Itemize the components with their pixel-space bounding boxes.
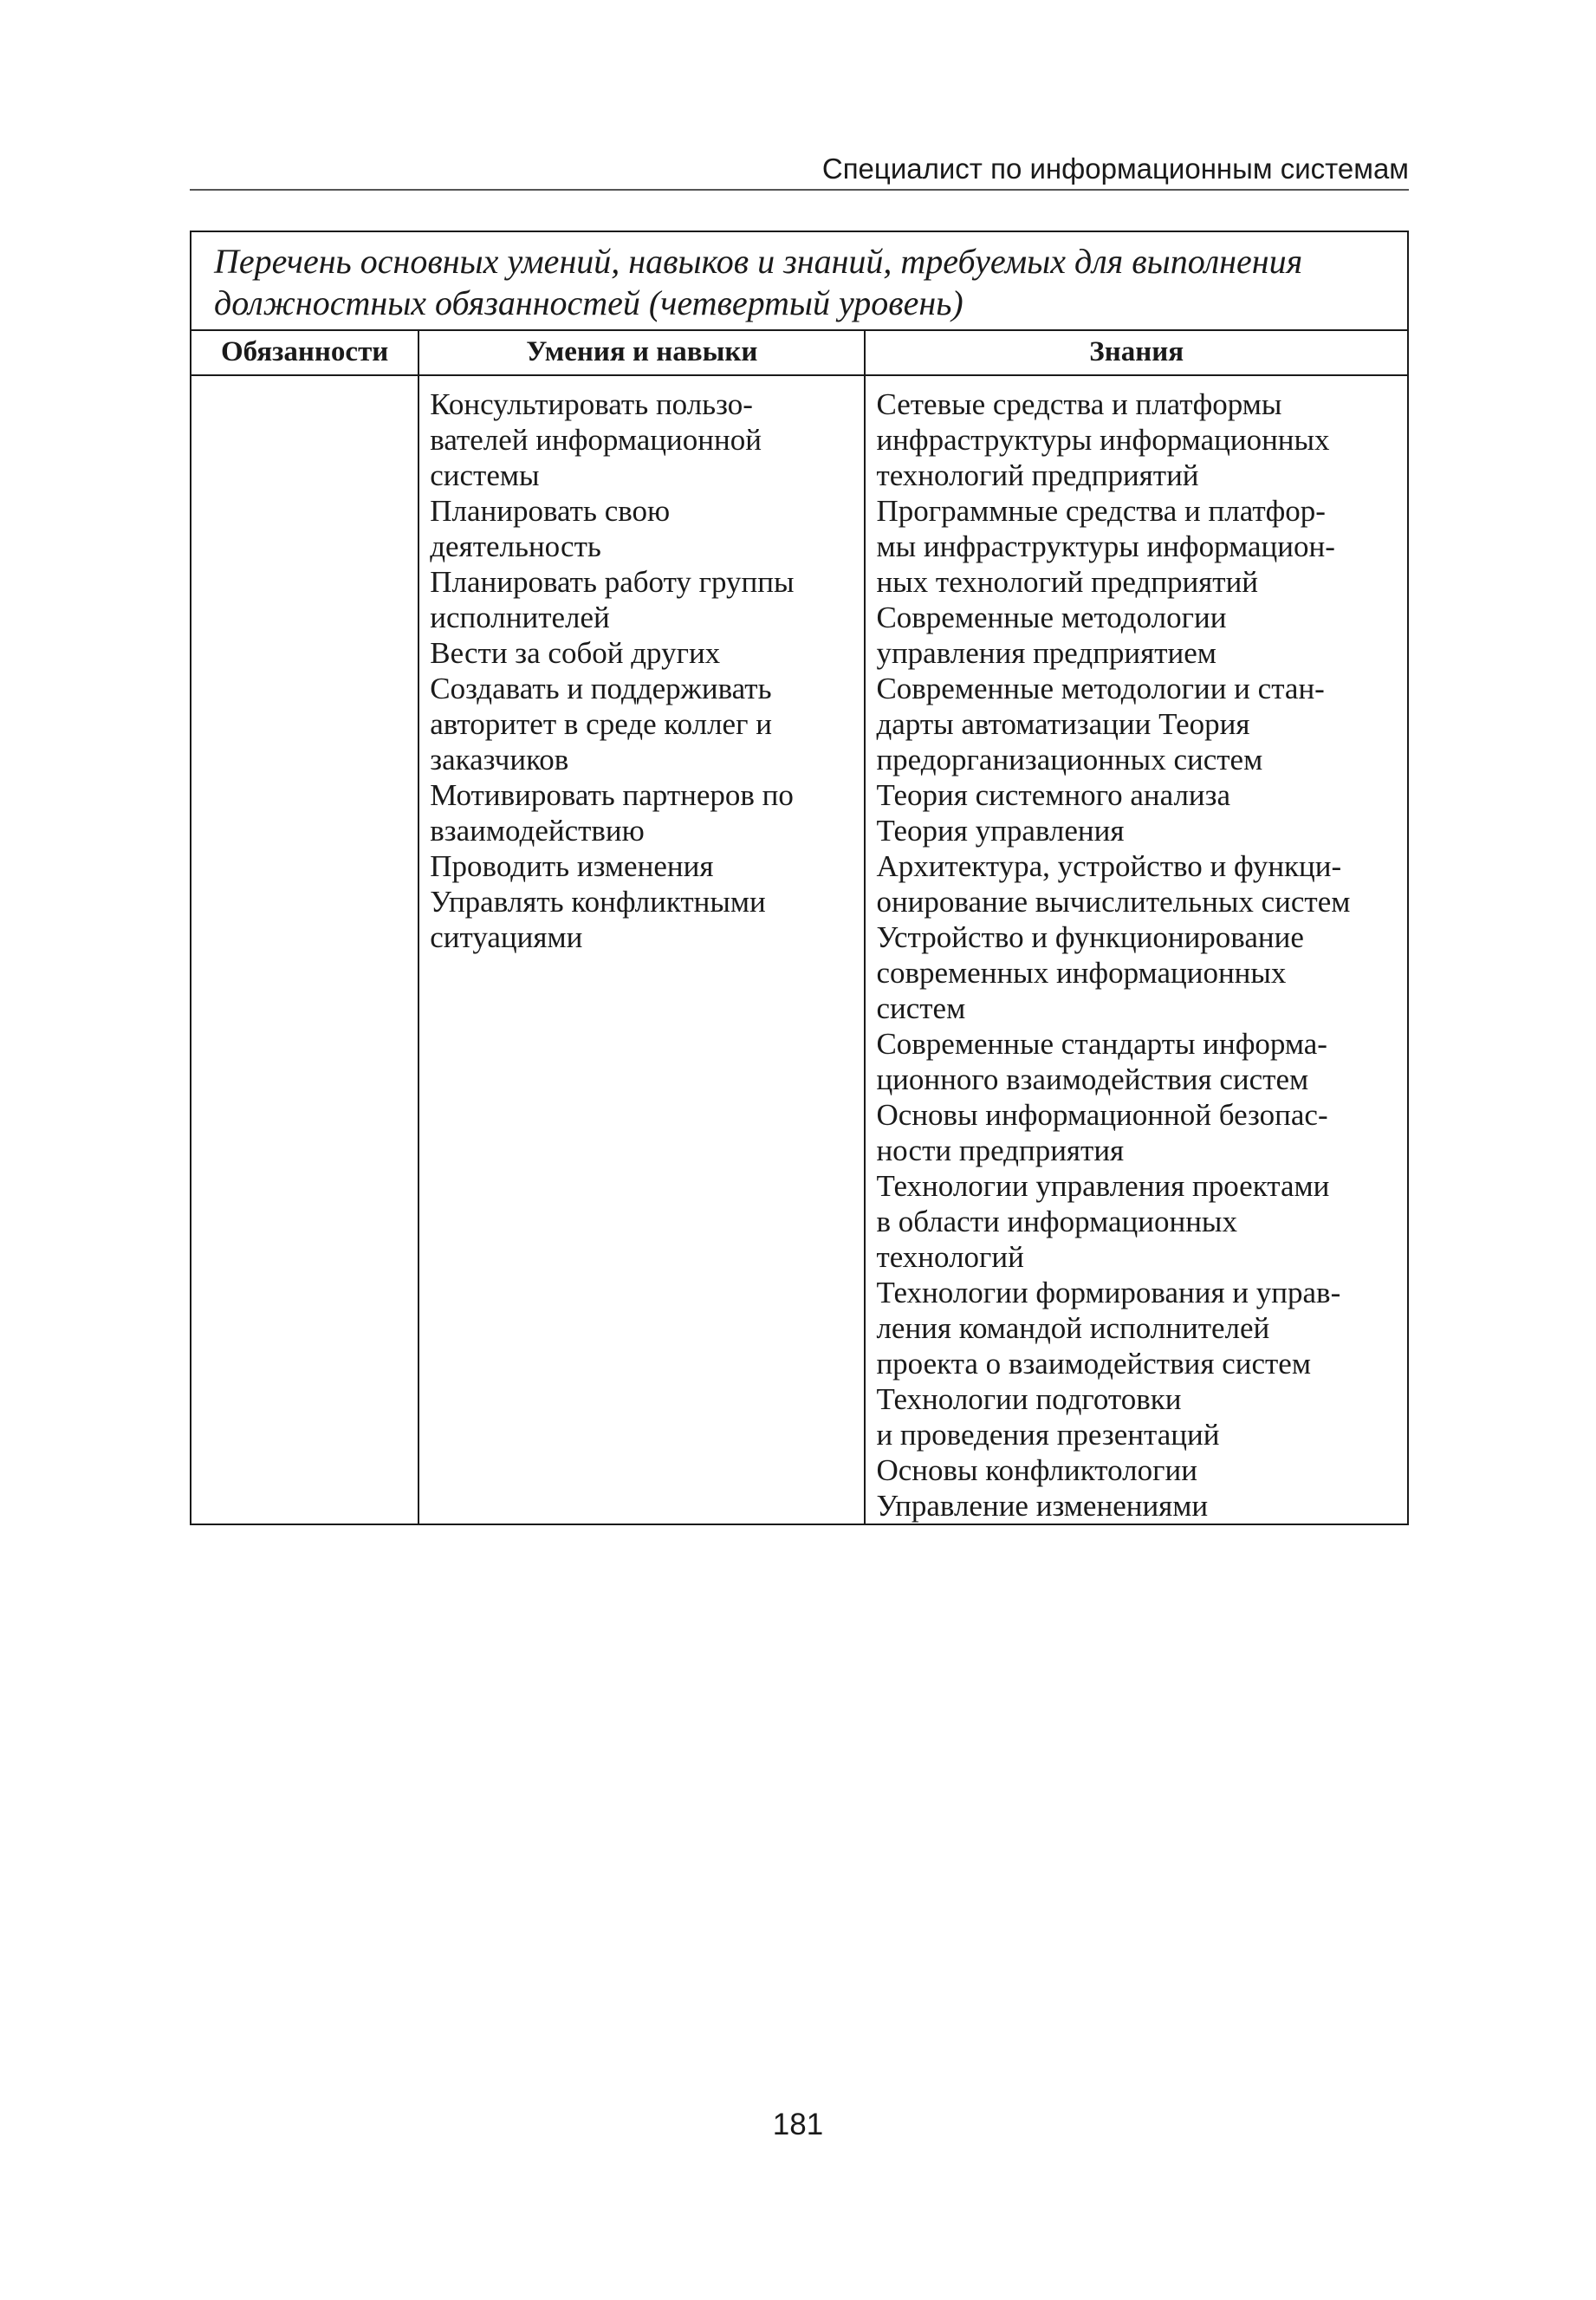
column-header-knowledge: Знания (865, 330, 1408, 375)
knowledge-line: Современные методологии и стан- (876, 672, 1325, 705)
knowledge-line: Основы конфликтологии (876, 1453, 1197, 1487)
knowledge-line: ционного взаимодействия систем (876, 1062, 1309, 1096)
table-caption (191, 231, 1408, 330)
table-row (191, 375, 1408, 1524)
skill-line: авторитет в среде коллег и (430, 707, 772, 741)
knowledge-line: дарты автоматизации Теория (876, 707, 1250, 741)
running-head: Специалист по информационным системам (190, 149, 1409, 191)
skill-line: Создавать и поддерживать (430, 672, 772, 705)
knowledge-line: Технологии формирования и управ- (876, 1276, 1341, 1309)
knowledge-line: Современные стандарты информа- (876, 1027, 1327, 1061)
knowledge-line: Теория управления (876, 814, 1125, 848)
skill-line: вателей информационной (430, 423, 762, 457)
knowledge-line: Современные методологии (876, 601, 1227, 634)
knowledge-line: Основы информационной безопас- (876, 1098, 1328, 1132)
knowledge-line: предорганизационных систем (876, 743, 1263, 776)
skill-line: заказчиков (430, 743, 569, 776)
knowledge-line: управления предприятием (876, 636, 1216, 670)
table-header-row (191, 330, 1408, 375)
skills-cell (418, 375, 865, 1524)
knowledge-line: инфраструктуры информационных (876, 423, 1330, 457)
column-header-skills: Умения и навыки (418, 330, 865, 375)
knowledge-line: Технологии управления проектами (876, 1169, 1330, 1203)
table-caption-line: должностных обязанностей (четвертый уровень) (214, 283, 963, 322)
knowledge-line: проекта о взаимодействия систем (876, 1347, 1311, 1381)
column-header-duties: Обязанности (191, 330, 418, 375)
table-caption-row (191, 231, 1408, 330)
knowledge-line: современных информационных (876, 956, 1287, 990)
knowledge-line: технологий (876, 1240, 1024, 1274)
knowledge-line: Теория системного анализа (876, 778, 1231, 812)
skill-line: Мотивировать партнеров по (430, 778, 794, 812)
knowledge-line: мы инфраструктуры информацион- (876, 530, 1335, 563)
knowledge-line: технологий предприятий (876, 458, 1199, 492)
skill-line: взаимодействию (430, 814, 645, 848)
knowledge-line: ления командой исполнителей (876, 1311, 1270, 1345)
skill-line: Планировать свою (430, 494, 671, 528)
competency-table (190, 231, 1409, 1525)
knowledge-line: и проведения презентаций (876, 1418, 1220, 1452)
skill-line: Проводить изменения (430, 849, 714, 883)
knowledge-line: онирование вычислительных систем (876, 885, 1351, 919)
skill-line: Консультировать пользо- (430, 387, 753, 421)
knowledge-line: Архитектура, устройство и функци- (876, 849, 1342, 883)
knowledge-line: ности предприятия (876, 1134, 1125, 1167)
skill-line: деятельность (430, 530, 601, 563)
page-number: 181 (772, 2108, 824, 2141)
knowledge-cell (865, 375, 1408, 1524)
knowledge-line: Устройство и функционирование (876, 920, 1304, 954)
knowledge-line: Программные средства и платфор- (876, 494, 1326, 528)
knowledge-line: ных технологий предприятий (876, 565, 1259, 599)
knowledge-line: Управление изменениями (876, 1489, 1209, 1523)
skill-line: Управлять конфликтными (430, 885, 766, 919)
skill-line: ситуациями (430, 920, 583, 954)
knowledge-line: систем (876, 991, 966, 1025)
skill-line: исполнителей (430, 601, 610, 634)
knowledge-line: Технологии подготовки (876, 1382, 1182, 1416)
skill-line: системы (430, 458, 540, 492)
skill-line: Планировать работу группы (430, 565, 795, 599)
knowledge-line: Сетевые средства и платформы (876, 387, 1282, 421)
duties-cell (191, 375, 418, 1524)
skill-line: Вести за собой других (430, 636, 721, 670)
knowledge-line: в области информационных (876, 1205, 1237, 1238)
table-caption-line: Перечень основных умений, навыков и знаний, требуемых для выполнения (214, 242, 1303, 281)
